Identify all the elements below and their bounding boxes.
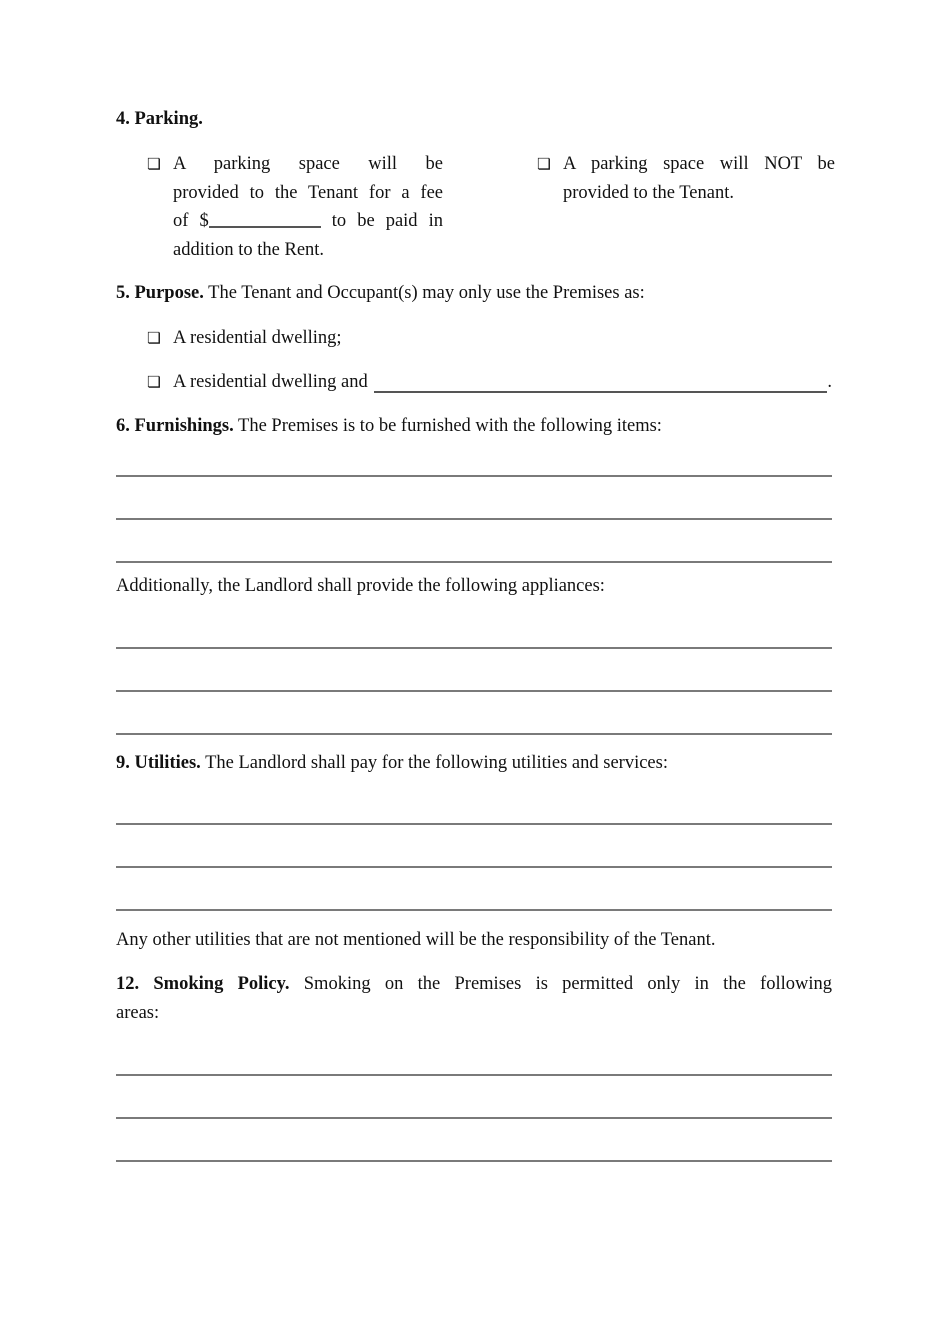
- appliances-blank-line-1[interactable]: [116, 601, 832, 649]
- text-line: [116, 970, 832, 999]
- section-6-number: 6. Furnishings.: [116, 416, 234, 436]
- checkbox-icon[interactable]: ❏: [147, 155, 161, 173]
- utilities-blank-line-2[interactable]: [116, 825, 832, 868]
- purpose-option-other-period: .: [827, 372, 832, 392]
- smoking-blank-line-1[interactable]: [116, 1028, 832, 1076]
- purpose-other-use-blank[interactable]: [374, 368, 828, 393]
- text-line: addition to the Rent.: [173, 239, 325, 260]
- section-4-heading: [116, 105, 832, 134]
- section-6-heading: [116, 412, 832, 441]
- appliances-blank-line-3[interactable]: [116, 692, 832, 735]
- furnishings-blank-line-2[interactable]: [116, 477, 832, 520]
- parking-fee-blank[interactable]: [209, 225, 321, 228]
- utilities-blank-line-3[interactable]: [116, 868, 832, 911]
- appliances-blank-line-2[interactable]: [116, 649, 832, 692]
- section-12-heading: [116, 970, 832, 1028]
- text-line: provided to the Tenant.: [563, 182, 734, 203]
- smoking-blank-line-2[interactable]: [116, 1076, 832, 1119]
- purpose-option-dwelling-label: A residential dwelling;: [173, 328, 342, 348]
- parking-option-no-fee-text: [563, 150, 835, 264]
- utilities-blank-line-1[interactable]: [116, 778, 832, 825]
- section-6-text: The Premises is to be furnished with the following items:: [238, 416, 662, 436]
- section-9-heading: [116, 749, 832, 778]
- section-9-number: 9. Utilities.: [116, 753, 201, 773]
- text-line: A parking space will be: [173, 154, 443, 174]
- text-line: areas:: [116, 1003, 160, 1023]
- checkbox-icon[interactable]: ❏: [147, 373, 161, 391]
- purpose-option-other: [116, 368, 832, 397]
- text-line: provided to the Tenant for a fee: [173, 182, 443, 203]
- section-4-number: 4. Parking.: [116, 109, 203, 129]
- furnishings-blank-line-3[interactable]: [116, 520, 832, 563]
- appliances-blank-group: [116, 601, 832, 735]
- furnishings-blank-group: [116, 441, 832, 563]
- parking-options-row: [116, 150, 835, 264]
- utilities-note: Any other utilities that are not mentioned will be the responsibility of the Tenant.: [116, 930, 716, 950]
- text-line: [173, 207, 443, 236]
- checkbox-icon[interactable]: ❏: [537, 155, 551, 173]
- text-fragment: of $: [173, 211, 209, 231]
- text-fragment: to be paid in: [331, 211, 443, 231]
- smoking-blank-group: [116, 1028, 832, 1162]
- section-5-text: The Tenant and Occupant(s) may only use the Premises as:: [208, 283, 645, 303]
- parking-option-no-fee: [537, 150, 835, 264]
- parking-option-fee-text: [173, 150, 443, 264]
- smoking-blank-line-3[interactable]: [116, 1119, 832, 1162]
- page-content: [116, 105, 835, 1162]
- section-5-number: 5. Purpose.: [116, 283, 204, 303]
- checkbox-icon[interactable]: ❏: [147, 329, 161, 347]
- appliances-paragraph: Additionally, the Landlord shall provide the following appliances:: [116, 576, 605, 596]
- section-9-text: The Landlord shall pay for the following utilities and services:: [205, 753, 668, 773]
- text-line: A parking space will NOT be: [563, 154, 835, 174]
- furnishings-blank-line-1[interactable]: [116, 441, 832, 477]
- section-12-number: 12. Smoking Policy.: [116, 974, 290, 994]
- parking-option-fee: [147, 150, 443, 264]
- purpose-option-dwelling: [116, 324, 832, 353]
- section-12-text: Smoking on the Premises is permitted only in the following: [303, 974, 832, 994]
- purpose-option-other-label: A residential dwelling and: [173, 372, 368, 392]
- section-5-heading: [116, 279, 832, 308]
- utilities-blank-group: [116, 778, 832, 911]
